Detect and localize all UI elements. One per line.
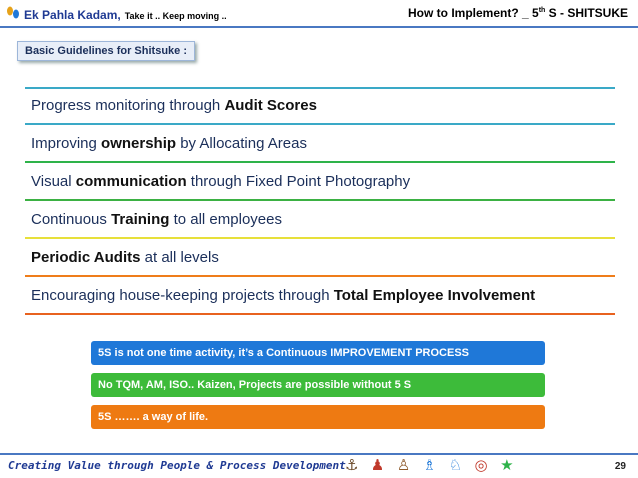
guideline-item (25, 125, 615, 163)
topic-prefix: How to Implement? _ 5 (408, 6, 539, 20)
slide-topic (408, 6, 628, 20)
guideline-text: Visual communication through Fixed Point Photography (31, 173, 411, 190)
people-celebrate-icon: ★ (500, 457, 514, 474)
guideline-divider (25, 313, 615, 315)
target-icon: ◎ (474, 457, 488, 474)
person-walk-fast-icon: ♗ (422, 457, 437, 474)
footer-divider (0, 453, 638, 455)
guideline-text: Periodic Audits at all levels (31, 249, 219, 266)
page-number: 29 (614, 461, 626, 472)
slide-header (0, 0, 638, 30)
guideline-top-line (25, 87, 615, 89)
guideline-text: Continuous Training to all employees (31, 211, 282, 228)
guideline-text: Improving ownership by Allocating Areas (31, 135, 307, 152)
key-notes (91, 341, 545, 437)
brand-name: Ek Pahla Kadam, (24, 8, 121, 22)
guideline-item (25, 277, 615, 315)
footer-icons (345, 457, 522, 475)
header-divider (0, 26, 638, 28)
person-desk-icon: ⚓ (345, 457, 359, 474)
guideline-item (25, 201, 615, 239)
guideline-item (25, 163, 615, 201)
note-box: 5S ……. a way of life. (91, 405, 545, 429)
guideline-item (25, 239, 615, 277)
note-box: 5S is not one time activity, it’s a Continuous IMPROVEMENT PROCESS (91, 341, 545, 365)
guideline-text: Progress monitoring through Audit Scores (31, 97, 317, 114)
brand (24, 8, 227, 22)
section-title: Basic Guidelines for Shitsuke : (17, 41, 195, 61)
guideline-text: Encouraging house-keeping projects through Total Employee Involvement (31, 287, 536, 304)
guideline-item (25, 87, 615, 125)
footsteps-logo-icon (5, 5, 21, 21)
person-walk-icon: ♙ (396, 457, 411, 474)
person-run-icon: ♘ (448, 457, 463, 474)
footer-slogan: Creating Value through People & Process Development (8, 459, 346, 472)
topic-sup: th (538, 7, 546, 14)
person-crawl-icon: ♟ (370, 457, 385, 474)
guideline-list (25, 87, 615, 315)
topic-suffix: S - SHITSUKE (545, 6, 628, 20)
brand-tagline: Take it .. Keep moving .. (124, 11, 227, 21)
note-box: No TQM, AM, ISO.. Kaizen, Projects are possible without 5 S (91, 373, 545, 397)
